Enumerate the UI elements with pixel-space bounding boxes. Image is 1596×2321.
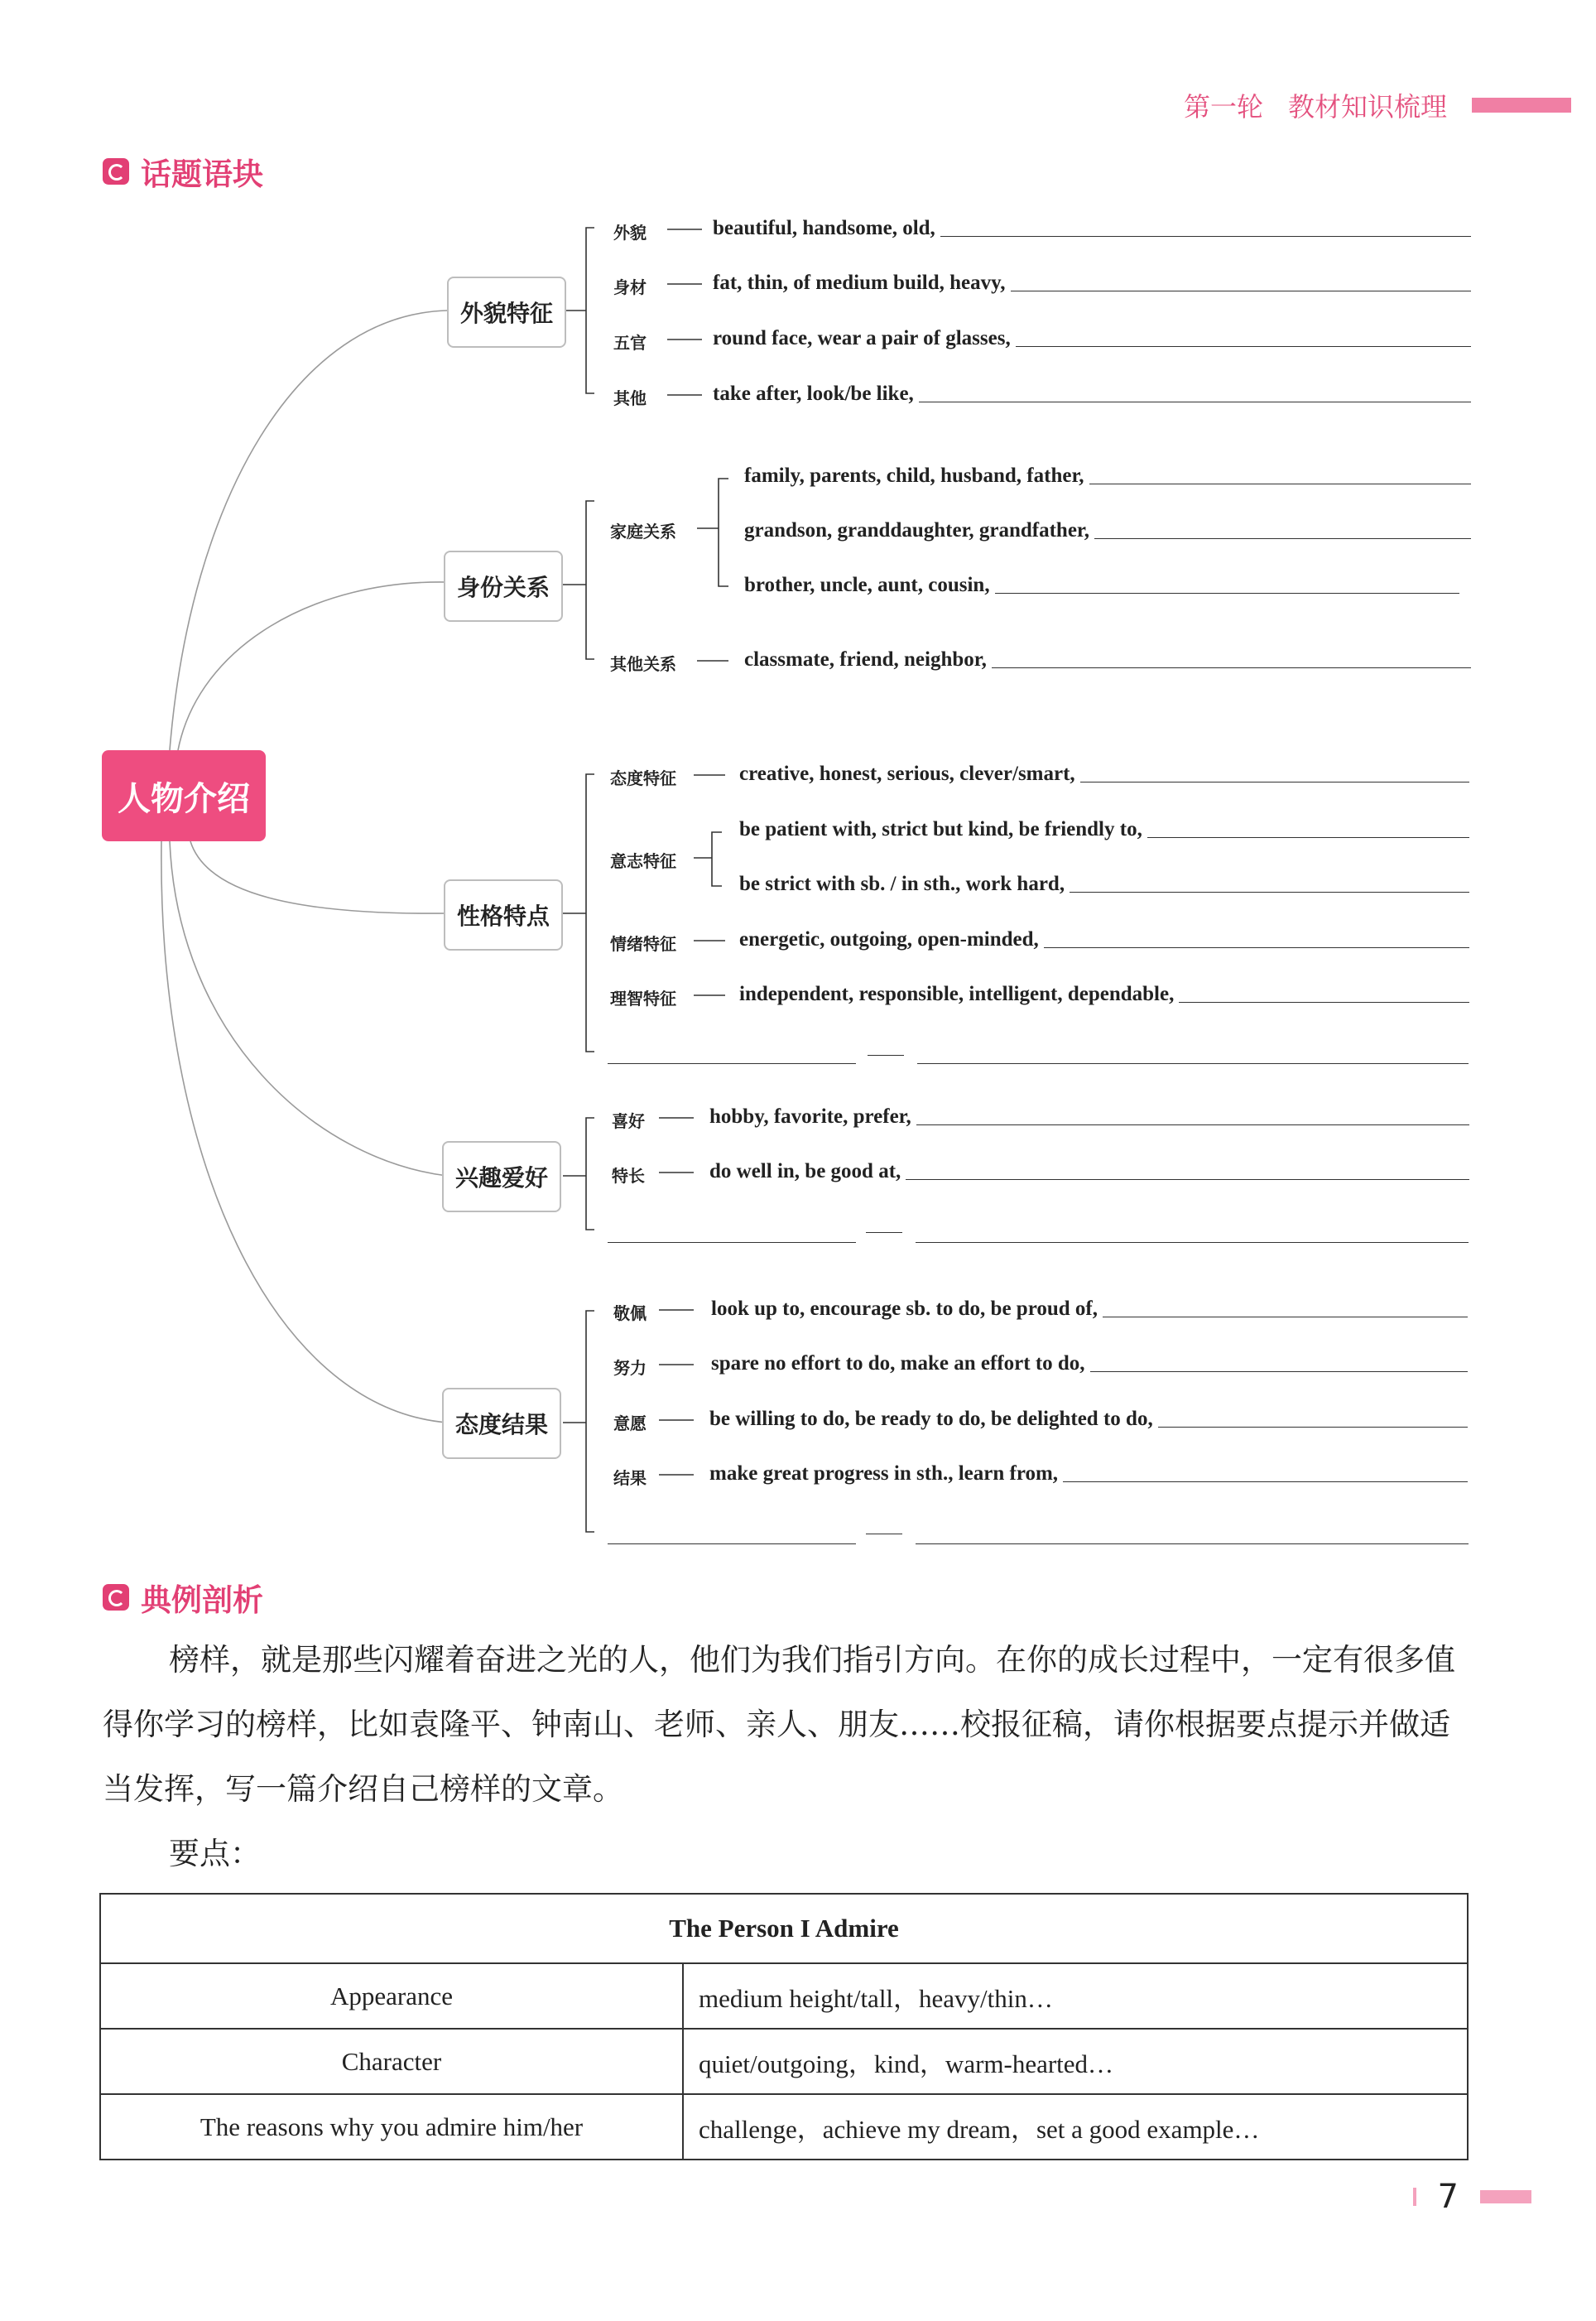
page-footer: [1413, 2178, 1531, 2216]
sub-label: 敬佩: [613, 1303, 647, 1323]
list-item: spare no effort to do, make an effort to do,: [711, 1352, 1468, 1375]
list-item: beautiful, handsome, old,: [713, 217, 1471, 240]
topic-section-title: 话题语块: [103, 149, 263, 194]
blank-line: [608, 1242, 856, 1243]
category-personality: 性格特点: [444, 879, 563, 951]
list-item: make great progress in sth., learn from,: [709, 1462, 1468, 1486]
sub-label: 外貌: [613, 223, 647, 243]
points-label: 要点：: [169, 1836, 261, 1871]
header-section: 教材知识梳理: [1287, 91, 1447, 123]
footer-accent-bar: [1480, 2190, 1531, 2203]
list-item: be willing to do, be ready to do, be delighted to do,: [709, 1408, 1468, 1431]
sub-label: 其他关系: [610, 654, 676, 674]
list-item: hobby, favorite, prefer,: [709, 1105, 1469, 1129]
list-item: energetic, outgoing, open-minded,: [739, 928, 1469, 951]
table-key: The reasons why you admire him/her: [100, 2094, 683, 2160]
sub-label: 态度特征: [610, 768, 676, 788]
page-number: 7: [1437, 2178, 1459, 2216]
list-item: independent, responsible, intelligent, dependable,: [739, 983, 1469, 1006]
sub-label: 意志特征: [610, 851, 676, 871]
list-item: family, parents, child, husband, father,: [744, 465, 1471, 488]
blank-dash: [868, 1055, 904, 1056]
list-item: do well in, be good at,: [709, 1160, 1469, 1183]
sub-label: 家庭关系: [610, 522, 676, 542]
table-row: [100, 1963, 1468, 2029]
table-value: challenge，achieve my dream，set a good example…: [683, 2094, 1468, 2160]
list-item: look up to, encourage sb. to do, be proud of,: [711, 1298, 1468, 1321]
table-value: medium height/tall，heavy/thin…: [683, 1963, 1468, 2029]
category-hobbies: 兴趣爱好: [442, 1141, 561, 1212]
list-item: brother, uncle, aunt, cousin,: [744, 574, 1459, 597]
table-key: Character: [100, 2029, 683, 2094]
sub-label: 情绪特征: [610, 934, 676, 954]
blank-line: [916, 1543, 1469, 1544]
sub-label: 五官: [613, 333, 647, 353]
table-header-row: [100, 1894, 1468, 1963]
sub-label: 其他: [613, 388, 647, 408]
list-item: fat, thin, of medium build, heavy,: [713, 272, 1471, 295]
example-section-title: 典例剖析: [103, 1575, 263, 1620]
list-item: creative, honest, serious, clever/smart,: [739, 763, 1469, 786]
list-item: take after, look/be like,: [713, 383, 1471, 406]
sub-label: 努力: [613, 1358, 647, 1378]
sub-label: 身材: [613, 277, 647, 297]
sub-label: 喜好: [612, 1111, 645, 1131]
blank-line: [608, 1063, 856, 1064]
header-round: 第一轮: [1183, 91, 1263, 123]
list-item: be strict with sb. / in sth., work hard,: [739, 873, 1469, 896]
table-title: The Person I Admire: [100, 1894, 1468, 1963]
footer-tick: [1413, 2188, 1416, 2206]
list-item: classmate, friend, neighbor,: [744, 648, 1471, 672]
section-bullet-icon: [103, 1584, 129, 1611]
table-row: [100, 2029, 1468, 2094]
list-item: be patient with, strict but kind, be friendly to,: [739, 818, 1469, 841]
points-table: [99, 1893, 1469, 2160]
category-appearance: 外貌特征: [447, 277, 566, 348]
table-key: Appearance: [100, 1963, 683, 2029]
table-value: quiet/outgoing，kind，warm-hearted…: [683, 2029, 1468, 2094]
category-identity: 身份关系: [444, 551, 563, 622]
blank-line: [917, 1063, 1469, 1064]
prompt-text: 榜样，就是那些闪耀着奋进之光的人，他们为我们指引方向。在你的成长过程中，一定有很多值得你学习的榜样，比如袁隆平、钟南山、老师、亲人、朋友……校报征稿，请你根据要点提示并做适当发挥，写一篇介绍自己榜样的文章。: [103, 1642, 1455, 1807]
blank-dash: [866, 1232, 902, 1233]
sub-label: 结果: [613, 1468, 647, 1488]
sub-label: 意愿: [613, 1413, 647, 1433]
category-attitude: 态度结果: [442, 1388, 561, 1459]
mindmap-root: 人物介绍: [102, 750, 266, 841]
sub-label: 理智特征: [610, 989, 676, 1009]
blank-line: [916, 1242, 1469, 1243]
sub-label: 特长: [612, 1166, 645, 1186]
list-item: grandson, granddaughter, grandfather,: [744, 519, 1471, 542]
example-prompt: [103, 1628, 1469, 1886]
list-item: round face, wear a pair of glasses,: [713, 327, 1471, 350]
blank-line: [608, 1543, 856, 1544]
table-row: [100, 2094, 1468, 2160]
